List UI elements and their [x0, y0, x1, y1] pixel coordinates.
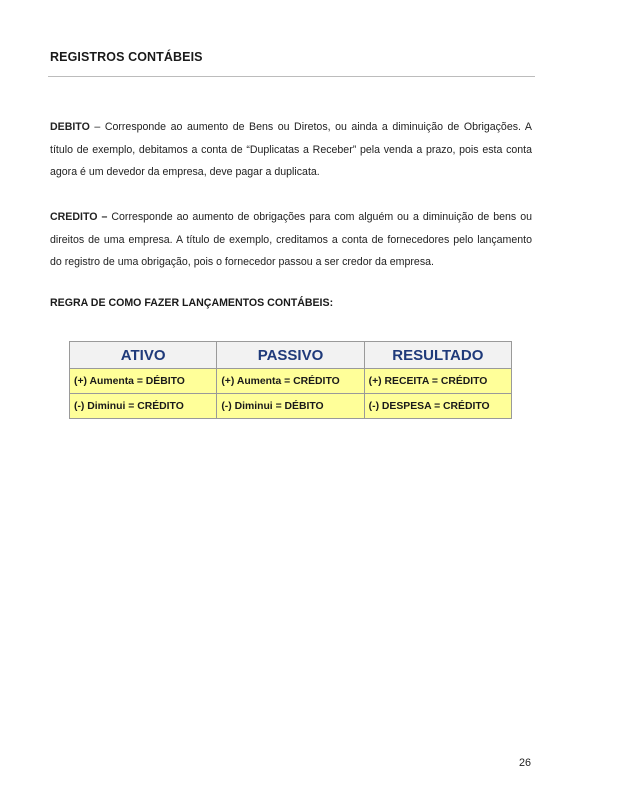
table-row — [70, 394, 512, 419]
credito-term: CREDITO – — [50, 211, 108, 223]
title-divider — [48, 76, 535, 77]
debito-text: – Corresponde ao aumento de Bens ou Diretos, ou ainda a diminuição de Obrigações. A título de exemplo, debitamos a conta de “Duplicatas a Receber” pela venda a prazo, pois esta conta agora é um devedor da empresa, deve pagar a duplicata. — [50, 121, 532, 178]
page-title: REGISTROS CONTÁBEIS — [50, 50, 203, 64]
table-cell: (+) Aumenta = CRÉDITO — [217, 369, 364, 394]
table-row — [70, 369, 512, 394]
header-resultado: RESULTADO — [364, 342, 511, 369]
credito-text: Corresponde ao aumento de obrigações para com alguém ou a diminuição de bens ou direitos de uma empresa. A título de exemplo, creditamos a conta de fornecedores pelo lançamento do registro de uma obrigação, pois o fornecedor passou a ser credor da empresa. — [50, 211, 532, 268]
debito-paragraph — [50, 116, 532, 184]
page-number: 26 — [519, 757, 532, 769]
table-cell: (-) Diminui = DÉBITO — [217, 394, 364, 419]
accounting-rules-table — [69, 341, 512, 419]
table-cell: (-) Diminui = CRÉDITO — [70, 394, 217, 419]
rules-heading: REGRA DE COMO FAZER LANÇAMENTOS CONTÁBEIS: — [50, 297, 334, 309]
table-cell: (+) Aumenta = DÉBITO — [70, 369, 217, 394]
debito-term: DEBITO — [50, 121, 90, 133]
table-cell: (+) RECEITA = CRÉDITO — [364, 369, 511, 394]
table-header-row — [70, 342, 512, 369]
table-cell: (-) DESPESA = CRÉDITO — [364, 394, 511, 419]
credito-paragraph — [50, 206, 532, 274]
header-ativo: ATIVO — [70, 342, 217, 369]
header-passivo: PASSIVO — [217, 342, 364, 369]
